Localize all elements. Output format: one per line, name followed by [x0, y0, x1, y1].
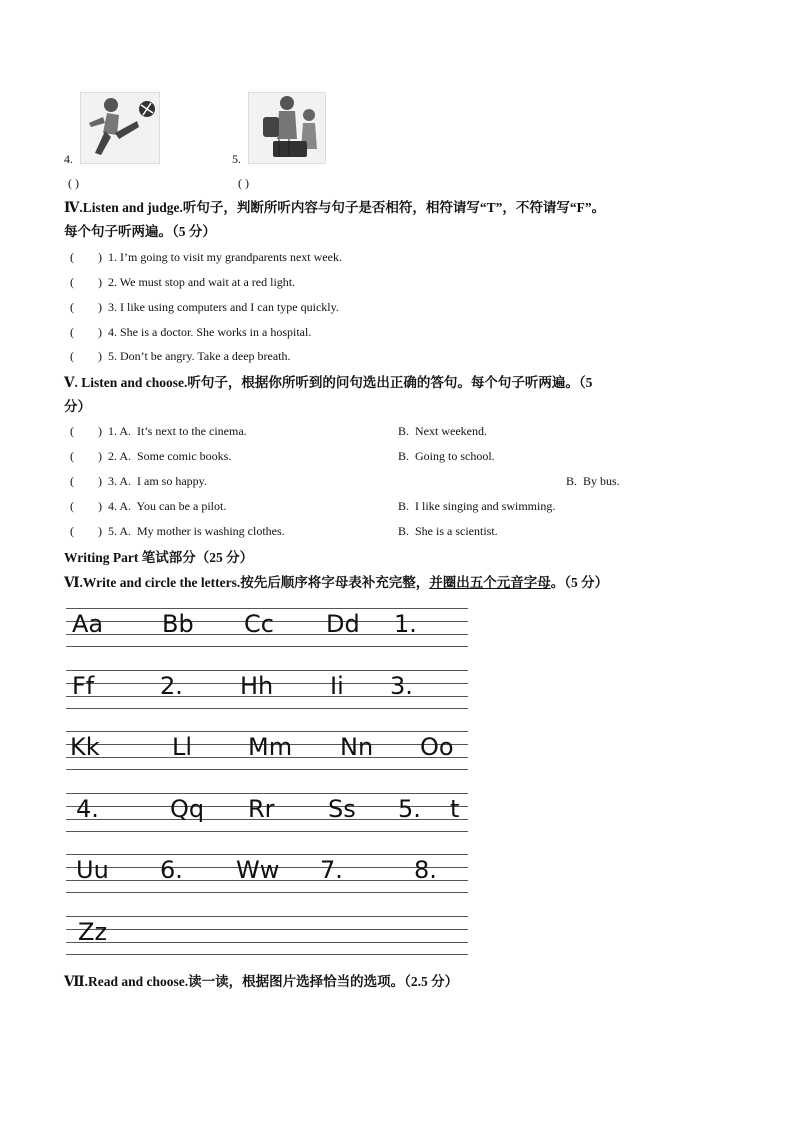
people-with-luggage-picture — [248, 92, 326, 164]
section-6-title-underlined: 并圈出五个元音字母 — [429, 575, 551, 590]
list-item — [70, 524, 285, 539]
letter-bb: Bb — [162, 610, 194, 638]
answer-blank[interactable]: ( ) — [70, 300, 102, 314]
sentence-text: 5. Don’t be angry. Take a deep breath. — [108, 349, 291, 363]
section-5-title-cn: 听句子，根据你所听到的问句选出正确的答句。每个句子听两遍。（5 — [187, 375, 593, 390]
section-4-heading — [64, 198, 744, 218]
option-a: 4. A. You can be a pilot. — [108, 499, 227, 513]
blank-7[interactable]: 7. — [320, 856, 343, 884]
letter-oo: Oo — [420, 733, 454, 761]
letter-ll: Ll — [172, 733, 193, 761]
blank-4[interactable]: 4. — [76, 795, 99, 823]
option-a: 3. A. I am so happy. — [108, 474, 207, 488]
section-6-title-cn: 按先后顺序将字母表补充完整， — [240, 575, 430, 590]
option-b: B. She is a scientist. — [398, 524, 498, 538]
option-a: 5. A. My mother is washing clothes. — [108, 524, 285, 538]
section-6-title-end: 。（5 分） — [550, 575, 609, 590]
section-7-title-cn: 读一读，根据图片选择恰当的选项。（2.5 分） — [188, 974, 459, 989]
letter-qq: Qq — [170, 795, 205, 823]
letter-dd: Dd — [326, 610, 360, 638]
letter-t: t — [450, 795, 460, 823]
letter-ff: Ff — [72, 672, 95, 700]
letter-uu: Uu — [76, 856, 109, 884]
sentence-text: 2. We must stop and wait at a red light. — [108, 275, 296, 289]
list-item — [70, 499, 226, 514]
letter-hh: Hh — [240, 672, 274, 700]
blank-8[interactable]: 8. — [414, 856, 437, 884]
picture-number-4: 4. — [64, 152, 73, 166]
writing-lines — [66, 912, 468, 956]
section-4-title-cn: 听句子，判断所听内容与句子是否相符，相符请写“T”，不符请写“F”。 — [182, 200, 606, 215]
list-item — [70, 424, 247, 439]
list-item — [70, 474, 207, 489]
answer-blank[interactable]: ( ) — [70, 424, 102, 438]
section-5-heading-line2: 分） — [64, 399, 91, 414]
answer-blank[interactable]: ( ) — [70, 499, 102, 513]
blank-2[interactable]: 2. — [160, 672, 183, 700]
letter-ss: Ss — [328, 795, 356, 823]
section-6-heading — [64, 573, 754, 593]
section-5-title-en: Ⅴ. Listen and choose. — [64, 375, 188, 390]
option-a: 1. A. It’s next to the cinema. — [108, 424, 247, 438]
option-b: B. I like singing and swimming. — [398, 499, 556, 513]
answer-blank[interactable]: ( ) — [70, 524, 102, 538]
letter-nn: Nn — [340, 733, 374, 761]
sentence-text: 4. She is a doctor. She works in a hospital. — [108, 325, 312, 339]
answer-blank[interactable]: ( ) — [70, 474, 102, 488]
letter-mm: Mm — [248, 733, 293, 761]
picture-4-answer[interactable]: ( ) — [68, 176, 79, 190]
list-item — [70, 250, 342, 265]
letter-rr: Rr — [248, 795, 275, 823]
boy-kicking-football-picture — [80, 92, 160, 164]
list-item — [70, 325, 311, 340]
letter-ww: Ww — [236, 856, 280, 884]
blank-3[interactable]: 3. — [390, 672, 413, 700]
option-b: B. By bus. — [566, 474, 620, 488]
picture-number-5: 5. — [232, 152, 241, 166]
answer-blank[interactable]: ( ) — [70, 449, 102, 463]
blank-5[interactable]: 5. — [398, 795, 421, 823]
blank-1[interactable]: 1. — [394, 610, 417, 638]
letter-kk: Kk — [70, 733, 100, 761]
answer-blank[interactable]: ( ) — [70, 325, 102, 339]
people-with-luggage-icon — [249, 93, 325, 163]
letter-zz: Zz — [78, 918, 108, 946]
section-7-title-en: Ⅶ.Read and choose. — [64, 974, 189, 989]
list-item — [70, 300, 339, 315]
boy-kicking-football-icon — [81, 93, 159, 163]
list-item — [70, 449, 231, 464]
option-b: B. Going to school. — [398, 449, 495, 463]
letter-cc: Cc — [244, 610, 274, 638]
section-6-title-en: Ⅵ.Write and circle the letters. — [64, 575, 241, 590]
blank-6[interactable]: 6. — [160, 856, 183, 884]
sentence-text: 1. I’m going to visit my grandparents next week. — [108, 250, 342, 264]
list-item — [70, 349, 291, 364]
sentence-text: 3. I like using computers and I can type quickly. — [108, 300, 339, 314]
section-4-heading-line2: 每个句子听两遍。（5 分） — [64, 224, 216, 239]
writing-part-title: Writing Part 笔试部分（25 分） — [64, 550, 254, 565]
letter-aa: Aa — [72, 610, 104, 638]
list-item — [70, 275, 295, 290]
picture-5-answer[interactable]: ( ) — [238, 176, 249, 190]
answer-blank[interactable]: ( ) — [70, 250, 102, 264]
option-b: B. Next weekend. — [398, 424, 487, 438]
answer-blank[interactable]: ( ) — [70, 275, 102, 289]
answer-blank[interactable]: ( ) — [70, 349, 102, 363]
letter-ii: Ii — [330, 672, 344, 700]
section-5-heading — [64, 373, 744, 393]
section-4-title-en: Ⅳ.Listen and judge. — [64, 200, 183, 215]
option-a: 2. A. Some comic books. — [108, 449, 232, 463]
section-7-heading — [64, 972, 744, 992]
